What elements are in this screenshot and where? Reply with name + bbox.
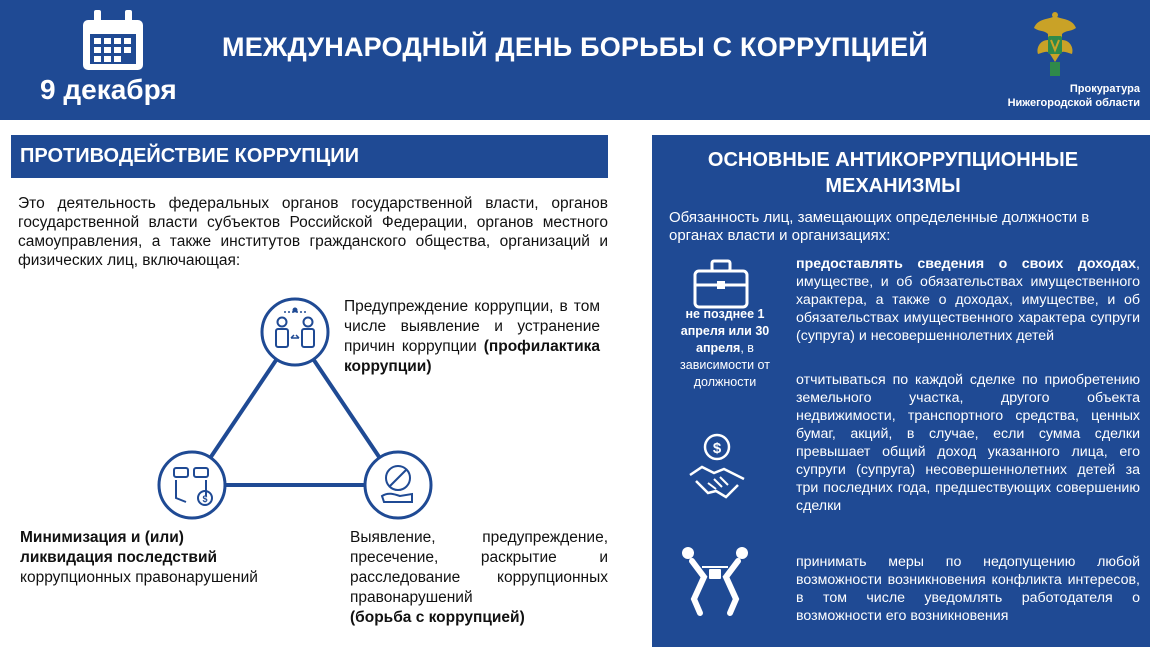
item1-text: , имуществе, и об обязательствах имущественного характера, а также о доходах, имуществе, и об обязательствах имущественного характера супруги (супруга) и несовершеннолетних детей xyxy=(796,256,1140,344)
deadline-text: , в зависимости от должности xyxy=(680,341,770,389)
right-title xyxy=(652,147,1134,199)
page-title: МЕЖДУНАРОДНЫЙ ДЕНЬ БОРЬБЫ С КОРРУПЦИЕЙ xyxy=(222,32,928,62)
deadline-bold: не позднее 1 апреля или 30 апреля xyxy=(680,307,770,355)
item-income-report xyxy=(796,255,1140,345)
detection-icon xyxy=(365,452,431,518)
briefcase-icon xyxy=(692,257,750,311)
node2-text: коррупционных правонарушений xyxy=(20,569,258,586)
node-prevention xyxy=(344,297,600,377)
item1-bold: предоставлять сведения о своих доходах xyxy=(796,256,1137,272)
item-transaction-report: отчитываться по каждой сделке по приобретению земельного участка, другого объекта недвижимости, транспортного средства, ценных бумаг, акций, в случае, если сумма сделки превышает общий доход указанного лица, его супруги (супруга) несовершеннолетних детей за три последних года, предшествующих совершению сделки xyxy=(796,372,1140,514)
emblem-icon xyxy=(1030,10,1080,80)
minimization-icon xyxy=(159,452,225,518)
obligation-text: Обязанность лиц, замещающих определенные должности в органах власти и организациях: xyxy=(669,209,1090,244)
node1-bold: (профилактика коррупции) xyxy=(344,338,600,375)
intro-text: Это деятельность федеральных органов государственной власти, органов государственной власти субъектов Российской Федерации, органов местного самоуправления, а также институтов гражданского общества, организаций и физических лиц, включающая: xyxy=(18,195,608,269)
node1-text: Предупреждение коррупции, в том числе выявление и устранение причин коррупции xyxy=(344,298,600,355)
tug-of-war-icon xyxy=(680,543,750,617)
svg-text:$: $ xyxy=(202,494,208,504)
right-title-line1: ОСНОВНЫЕ АНТИКОРРУПЦИОННЫЕ xyxy=(707,149,1079,171)
right-panel xyxy=(652,135,1150,647)
date: 9 декабря xyxy=(40,74,177,105)
org-line2: Нижегородской области xyxy=(1007,97,1140,109)
org-line1: Прокуратура xyxy=(1069,83,1140,95)
prevention-icon xyxy=(262,299,328,365)
svg-text:$: $ xyxy=(712,440,722,457)
node-detection xyxy=(350,528,608,628)
node3-bold: (борьба с коррупцией) xyxy=(350,609,525,626)
org-name xyxy=(990,82,1140,110)
handshake-icon xyxy=(686,433,748,505)
node2-bold: Минимизация и (или) ликвидация последствий xyxy=(20,529,217,566)
deadline xyxy=(670,306,780,391)
header xyxy=(0,0,1150,120)
right-title-line2: МЕХАНИЗМЫ xyxy=(825,175,961,197)
node3-text: Выявление, предупреждение, пресечение, раскрытие и расследование коррупционных правонарушений xyxy=(350,529,608,606)
item-conflict-of-interest: принимать меры по недопущению любой возможности возникновения конфликта интересов, в том числе уведомлять работодателя о возможности его возникновения xyxy=(796,554,1140,624)
calendar-icon xyxy=(80,10,146,72)
left-banner: ПРОТИВОДЕЙСТВИЕ КОРРУПЦИИ xyxy=(11,135,608,178)
node-minimization xyxy=(20,528,280,588)
